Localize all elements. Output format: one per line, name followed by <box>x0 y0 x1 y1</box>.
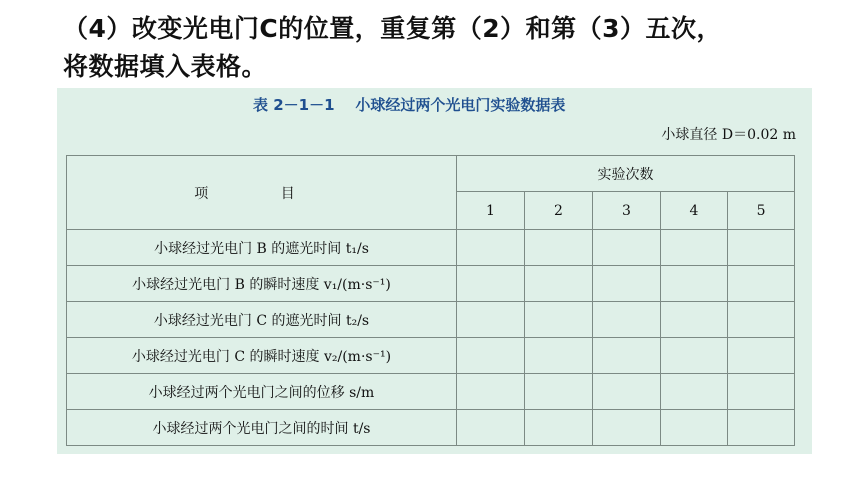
table-row <box>67 338 795 374</box>
data-cell <box>457 266 525 302</box>
table-caption: 表 2－1－1 小球经过两个光电门实验数据表 <box>253 96 566 114</box>
data-cell <box>728 230 795 266</box>
data-cell <box>457 338 525 374</box>
trial-number: 1 <box>457 192 525 230</box>
data-cell <box>525 230 593 266</box>
row-label: 小球经过光电门 C 的瞬时速度 v₂/(m·s⁻¹) <box>67 338 457 374</box>
data-cell <box>525 374 593 410</box>
data-cell <box>728 374 795 410</box>
trials-header: 实验次数 <box>457 156 795 192</box>
data-cell <box>661 230 728 266</box>
table-row <box>67 302 795 338</box>
data-cell <box>661 266 728 302</box>
item-header: 项 目 <box>67 156 457 230</box>
table-row <box>67 266 795 302</box>
ball-diameter-note: 小球直径 D＝0.02 m <box>661 127 796 143</box>
data-cell <box>457 410 525 446</box>
data-cell <box>525 266 593 302</box>
data-cell <box>661 338 728 374</box>
row-label: 小球经过光电门 B 的遮光时间 t₁/s <box>67 230 457 266</box>
data-cell <box>593 266 661 302</box>
data-cell <box>593 338 661 374</box>
data-cell <box>728 266 795 302</box>
table-row <box>67 374 795 410</box>
data-cell <box>457 230 525 266</box>
data-cell <box>457 374 525 410</box>
data-cell <box>525 410 593 446</box>
data-cell <box>728 410 795 446</box>
table-row <box>67 410 795 446</box>
data-cell <box>593 302 661 338</box>
data-cell <box>593 374 661 410</box>
instruction-line-2: 将数据填入表格。 <box>63 52 268 81</box>
instruction-line-1: （4）改变光电门C的位置，重复第（2）和第（3）五次， <box>63 14 723 43</box>
trial-number: 3 <box>593 192 661 230</box>
trial-number: 4 <box>661 192 728 230</box>
data-cell <box>661 302 728 338</box>
data-cell <box>593 230 661 266</box>
row-label: 小球经过光电门 B 的瞬时速度 v₁/(m·s⁻¹) <box>67 266 457 302</box>
trial-number: 2 <box>525 192 593 230</box>
data-cell <box>661 374 728 410</box>
row-label: 小球经过两个光电门之间的位移 s/m <box>67 374 457 410</box>
data-cell <box>525 302 593 338</box>
data-cell <box>728 302 795 338</box>
instruction-text <box>63 10 843 86</box>
data-cell <box>661 410 728 446</box>
data-cell <box>593 410 661 446</box>
table-panel <box>57 88 812 454</box>
table-row <box>67 230 795 266</box>
row-label: 小球经过光电门 C 的遮光时间 t₂/s <box>67 302 457 338</box>
data-cell <box>457 302 525 338</box>
row-label: 小球经过两个光电门之间的时间 t/s <box>67 410 457 446</box>
data-cell <box>525 338 593 374</box>
experiment-data-table <box>66 155 795 446</box>
trial-number: 5 <box>728 192 795 230</box>
data-cell <box>728 338 795 374</box>
